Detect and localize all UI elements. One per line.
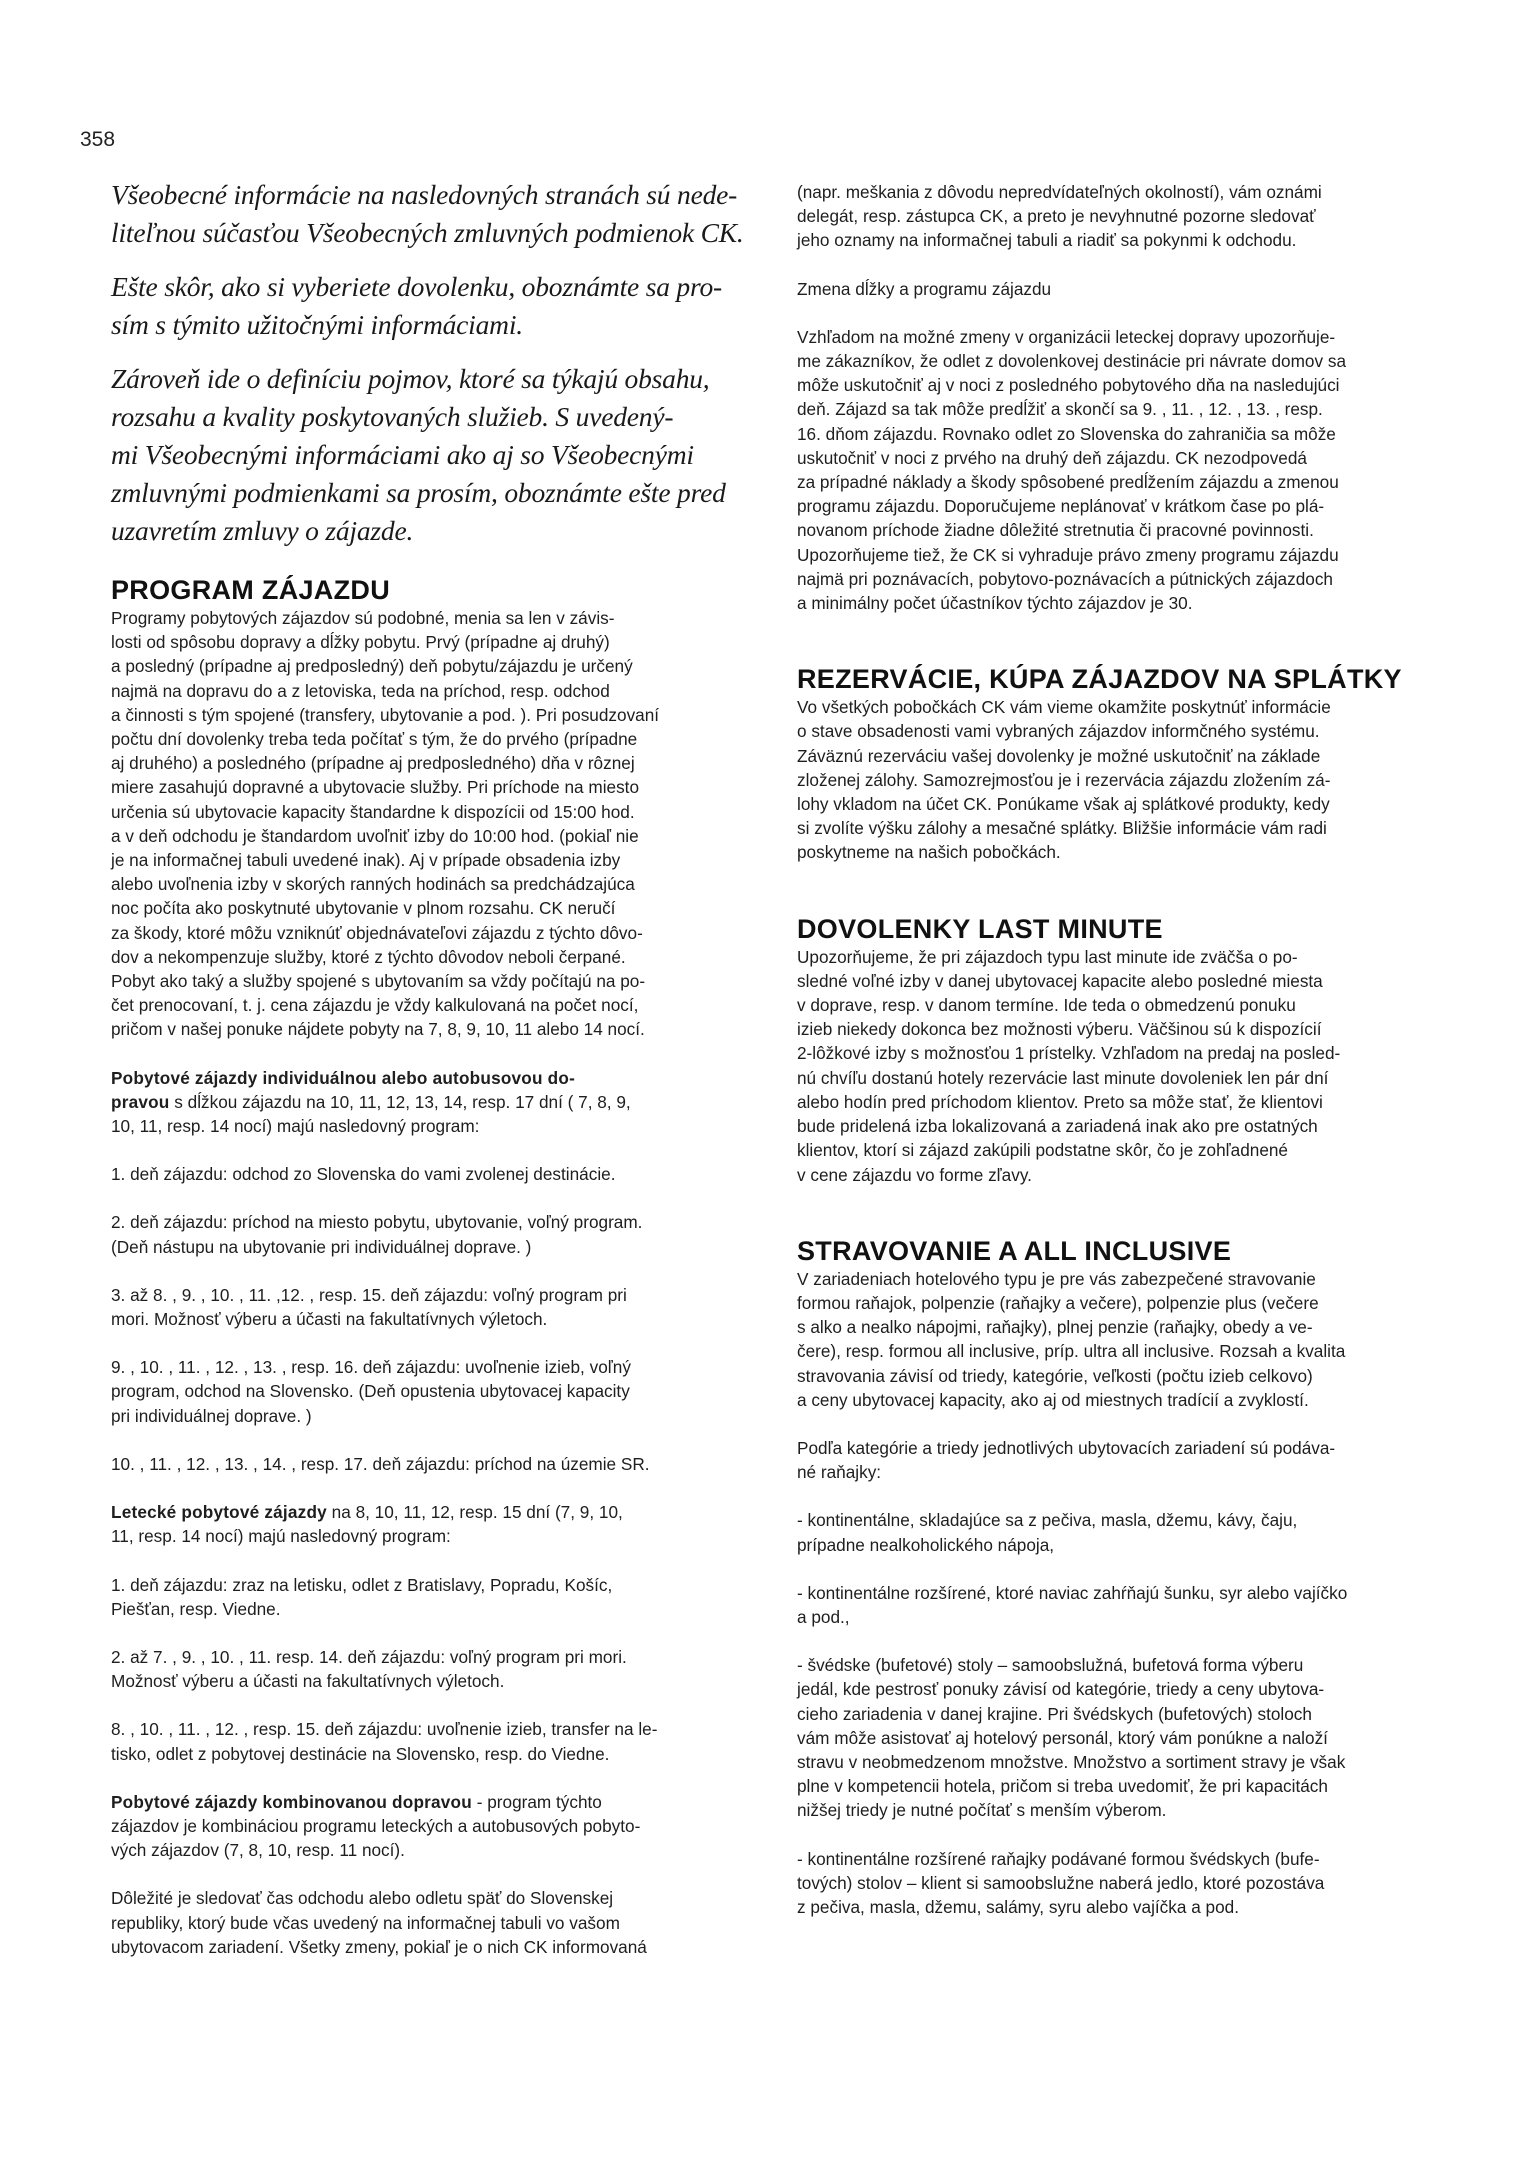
text-line: sledné voľné izby v danej ubytovacej kapacite alebo posledné miesta <box>797 970 1323 991</box>
text-line: novanom príchode žiadne dôležité stretnutia či pracovné povinnosti. <box>797 520 1314 541</box>
text-line: Záväznú rezerváciu vašej dovolenky je možné uskutočniť na základe <box>797 745 1321 766</box>
breakfast-type-item <box>797 1847 1477 1920</box>
text-line: pri individuálnej doprave. ) <box>111 1405 312 1426</box>
text-line: a minimálny počet účastníkov týchto zájazdov je 30. <box>797 593 1193 614</box>
bold-term: Pobytové zájazdy individuálnou alebo autobusovou do- <box>111 1067 575 1088</box>
text-line: a ceny ubytovacej kapacity, ako aj od miestnych tradícií a zvyklostí. <box>797 1389 1309 1410</box>
intro-line: rozsahu a kvality poskytovaných služieb. S uvedený- <box>111 401 674 432</box>
text-line: Upozorňujeme tiež, že CK si vyhraduje právo zmeny programu zájazdu <box>797 544 1339 565</box>
text-line: nú chvíľu dostanú hotely rezervácie last minute dovoleniek len pár dní <box>797 1067 1329 1088</box>
bold-term: pravou <box>111 1091 170 1112</box>
text-line: môže uskutočniť aj v noci z posledného pobytového dňa na nasledujúci <box>797 375 1340 396</box>
text-line: 2. deň zájazdu: príchod na miesto pobytu, ubytovanie, voľný program. <box>111 1212 643 1233</box>
breakfast-type-item <box>797 1581 1477 1629</box>
text-line: čere), resp. formou all inclusive, príp. ultra all inclusive. Rozsah a kvalita <box>797 1341 1346 1362</box>
text-line: čet prenocovaní, t. j. cena zájazdu je vždy kalkulovaná na počet nocí, <box>111 995 639 1016</box>
air-trips-paragraph <box>111 1500 791 1548</box>
air-day-item <box>111 1645 791 1693</box>
text-line: Programy pobytových zájazdov sú podobné, menia sa len v závis- <box>111 608 615 628</box>
text-line: bude pridelená izba lokalizovaná a zariadená inak ako pre ostatných <box>797 1116 1318 1137</box>
text-line: formou raňajok, polpenzie (raňajky a večere), polpenzie plus (večere <box>797 1292 1319 1313</box>
text-line: 10. , 11. , 12. , 13. , 14. , resp. 17. deň zájazdu: príchod na územie SR. <box>111 1453 650 1474</box>
text-line <box>111 1090 791 1114</box>
text-line: Zmena dĺžky a programu zájazdu <box>797 278 1052 299</box>
text-line: o stave obsadenosti vami vybraných zájazdov informčného systému. <box>797 721 1320 742</box>
text-line: nižšej triedy je nutné počítať s menším výberom. <box>797 1800 1167 1821</box>
text-line: stravovania závisí od triedy, kategórie, veľkosti (počtu izieb celkovo) <box>797 1365 1313 1386</box>
program-paragraph <box>111 606 791 1042</box>
subheading-change-length <box>797 277 1477 301</box>
breakfast-type-item <box>797 1653 1477 1822</box>
text-line: poskytneme na našich pobočkách. <box>797 842 1061 863</box>
text-line: za prípadné náklady a škody spôsobené predĺžením zájazdu a zmenou <box>797 472 1339 493</box>
intro-italic <box>111 176 791 550</box>
text-line: a pod., <box>797 1606 850 1627</box>
text-line: ubytovacom zariadení. Všetky zmeny, pokiaľ je o nich CK informovaná <box>111 1936 647 1957</box>
text-line: jeho oznamy na informačnej tabuli a riadiť sa pokynmi k odchodu. <box>797 230 1297 251</box>
text-line: program, odchod na Slovensko. (Deň opustenia ubytovacej kapacity <box>111 1381 630 1402</box>
text-line: klientov, ktorí si zájazd zakúpili podstatne skôr, čo je zohľadnené <box>797 1140 1288 1161</box>
intro-line: uzavretím zmluvy o zájazde. <box>111 515 414 546</box>
intro-line: Všeobecné informácie na nasledovných stranách sú nede- <box>111 179 738 210</box>
left-column <box>111 176 791 1983</box>
text-line: 16. dňom zájazdu. Rovnako odlet zo Slovenska do zahraničia sa môže <box>797 423 1336 444</box>
text-line: najmä na dopravu do a z letoviska, teda na príchod, resp. odchod <box>111 680 610 701</box>
text-line: cieho zariadenia v danej krajine. Pri švédskych (bufetových) stoloch <box>797 1703 1312 1724</box>
text-line: tových) stolov – klient si samoobslužne naberá jedlo, ktoré pozostáva <box>797 1872 1325 1893</box>
text-line: - kontinentálne, skladajúce sa z pečiva, masla, džemu, kávy, čaju, <box>797 1510 1298 1531</box>
text-line: - švédske (bufetové) stoly – samoobslužná, bufetová forma výberu <box>797 1655 1304 1676</box>
section-heading-reservations: REZERVÁCIE, KÚPA ZÁJAZDOV NA SPLÁTKY <box>797 664 1402 695</box>
text-line: deň. Zájazd sa tak môže predĺžiť a skončí sa 9. , 11. , 12. , 13. , resp. <box>797 399 1323 420</box>
text-line: Vzhľadom na možné zmeny v organizácii leteckej dopravy upozorňuje- <box>797 326 1336 347</box>
text-line: vám môže asistovať aj hotelový personál, ktorý vám ponúkne a naloží <box>797 1727 1328 1748</box>
text-line: noc počíta ako poskytnuté ubytovanie v plnom rozsahu. CK neručí <box>111 898 616 919</box>
combined-trips-paragraph <box>111 1790 791 1863</box>
intro-line: Zároveň ide o definíciu pojmov, ktoré sa týkajú obsahu, <box>111 363 710 394</box>
text-line: miere zasahujú dopravné a ubytovacie služby. Pri príchode na miesto <box>111 777 640 798</box>
text-line <box>111 1790 791 1814</box>
text-line: delegát, resp. zástupca CK, a preto je nevyhnutné pozorne sledovať <box>797 206 1316 227</box>
text-line: v cene zájazdu vo forme zľavy. <box>797 1164 1032 1185</box>
text-line: me zákazníkov, že odlet z dovolenkovej destinácie pri návrate domov sa <box>797 351 1347 372</box>
text-line: a v deň odchodu je štandardom uvoľniť izby do 10:00 hod. (pokiaľ nie <box>111 825 639 846</box>
bus-day-item <box>111 1355 791 1428</box>
text-line: republiky, ktorý bude včas uvedený na informačnej tabuli vo vašom <box>111 1912 620 1933</box>
intro-paragraph <box>111 360 791 550</box>
text-line: losti od spôsobu dopravy a dĺžky pobytu. Prvý (prípadne aj druhý) <box>111 632 610 653</box>
boarding-paragraph <box>797 1267 1477 1412</box>
intro-line: sím s týmito užitočnými informáciami. <box>111 309 523 340</box>
text-fragment: na 8, 10, 11, 12, resp. 15 dní (7, 9, 10, <box>326 1502 623 1523</box>
text-line: a činnosti s tým spojené (transfery, ubytovanie a pod. ). Pri posudzovaní <box>111 704 660 725</box>
text-line: (Deň nástupu na ubytovanie pri individuálnej doprave. ) <box>111 1236 532 1257</box>
text-line: zloženej zálohy. Samozrejmosťou je i rezervácia zájazdu zložením zá- <box>797 769 1331 790</box>
text-line: - kontinentálne rozšírené, ktoré naviac zahŕňajú šunku, syr alebo vajíčko <box>797 1582 1348 1603</box>
intro-line: zmluvnými podmienkami sa prosím, oboznámte ešte pred <box>111 477 726 508</box>
section-heading-last-minute: DOVOLENKY LAST MINUTE <box>797 913 1163 944</box>
text-line: mori. Možnosť výberu a účasti na fakultatívnych výletoch. <box>111 1309 548 1330</box>
text-line: a posledný (prípadne aj predposledný) deň pobytu/zájazdu je určený <box>111 656 633 677</box>
text-line: programu zájazdu. Doporučujeme neplánovať v krátkom čase po plá- <box>797 496 1325 517</box>
departure-note-paragraph <box>111 1886 791 1959</box>
bold-term: Pobytové zájazdy kombinovanou dopravou <box>111 1791 472 1812</box>
text-line: 1. deň zájazdu: zraz na letisku, odlet z Bratislavy, Popradu, Košíc, <box>111 1574 613 1595</box>
breakfast-type-item <box>797 1508 1477 1556</box>
bus-day-item <box>111 1283 791 1331</box>
text-line: s alko a nealko nápojmi, raňajky), plnej penzie (raňajky, obedy a ve- <box>797 1317 1313 1338</box>
text-line: 11, resp. 14 nocí) majú nasledovný program: <box>111 1526 451 1547</box>
intro-line: liteľnou súčasťou Všeobecných zmluvných podmienok CK. <box>111 217 744 248</box>
section-heading-program: PROGRAM ZÁJAZDU <box>111 575 390 605</box>
text-line: - kontinentálne rozšírené raňajky podávané formou švédskych (bufe- <box>797 1848 1320 1869</box>
intro-line: Ešte skôr, ako si vyberiete dovolenku, oboznámte sa pro- <box>111 271 722 302</box>
text-line: 2. až 7. , 9. , 10. , 11. resp. 14. deň zájazdu: voľný program pri mori. <box>111 1646 627 1667</box>
bus-day-item <box>111 1210 791 1258</box>
air-day-item <box>111 1573 791 1621</box>
text-line: aj druhého) a posledného (prípadne aj predposledného) dňa v rôznej <box>111 753 635 774</box>
text-line: lohy vkladom na účet CK. Ponúkame však aj splátkové produkty, kedy <box>797 794 1330 815</box>
change-paragraph <box>797 325 1477 615</box>
text-line: (napr. meškania z dôvodu nepredvídateľných okolností), vám oznámi <box>797 182 1322 202</box>
text-line: 9. , 10. , 11. , 12. , 13. , resp. 16. deň zájazdu: uvoľnenie izieb, voľný <box>111 1357 631 1378</box>
text-fragment: - program týchto <box>471 1791 602 1812</box>
text-line: za škody, ktoré môžu vzniknúť objednávateľovi zájazdu z týchto dôvo- <box>111 922 643 943</box>
bus-day-item <box>111 1162 791 1186</box>
air-day-item <box>111 1717 791 1765</box>
page-number: 358 <box>80 128 116 151</box>
right-column <box>797 180 1477 1943</box>
text-line: zájazdov je kombináciou programu leteckých a autobusových pobyto- <box>111 1815 641 1836</box>
last-minute-paragraph <box>797 945 1477 1187</box>
text-line: Možnosť výberu a účasti na fakultatívnych výletoch. <box>111 1671 505 1692</box>
intro-paragraph <box>111 268 791 344</box>
section-heading-boarding: STRAVOVANIE A ALL INCLUSIVE <box>797 1235 1232 1266</box>
text-line: Podľa kategórie a triedy jednotlivých ubytovacích zariadení sú podáva- <box>797 1437 1336 1458</box>
intro-paragraph <box>111 176 791 252</box>
text-line: vých zájazdov (7, 8, 10, resp. 11 nocí). <box>111 1840 405 1861</box>
text-line: uskutočniť v noci z prvého na druhý deň zájazdu. CK nezodpovedá <box>797 447 1307 468</box>
text-line: 2-lôžkové izby s možnosťou 1 prístelky. Vzhľadom na predaj na posled- <box>797 1043 1341 1064</box>
bus-trips-paragraph <box>111 1066 791 1139</box>
text-line: 8. , 10. , 11. , 12. , resp. 15. deň zájazdu: uvoľnenie izieb, transfer na le- <box>111 1719 658 1740</box>
breakfast-intro <box>797 1436 1477 1484</box>
text-line: Piešťan, resp. Viedne. <box>111 1598 281 1619</box>
text-line: je na informačnej tabuli uvedené inak). Aj v prípade obsadenia izby <box>111 850 621 871</box>
text-line: si zvolíte výšku zálohy a mesačné splátky. Bližšie informácie vám radi <box>797 818 1327 839</box>
text-line: dov a nekompenzuje služby, ktoré z týchto dôvodov neboli čerpané. <box>111 946 626 967</box>
bus-day-item <box>111 1452 791 1476</box>
intro-line: mi Všeobecnými informáciami ako aj so Všeobecnými <box>111 439 694 470</box>
text-line: izieb niekedy dokonca bez možnosti výberu. Väčšinou sú k dispozícií <box>797 1019 1322 1040</box>
text-line: najmä pri poznávacích, pobytovo-poznávacích a pútnických zájazdoch <box>797 568 1333 589</box>
text-line: 1. deň zájazdu: odchod zo Slovenska do vami zvolenej destinácie. <box>111 1164 616 1185</box>
text-line: né raňajky: <box>797 1462 882 1483</box>
text-line: z pečiva, masla, džemu, salámy, syru alebo vajíčka a pod. <box>797 1896 1239 1917</box>
text-line: V zariadeniach hotelového typu je pre vás zabezpečené stravovanie <box>797 1268 1316 1289</box>
text-line: plne v kompetencii hotela, pričom si treba uvedomiť, že pri kapacitách <box>797 1776 1328 1797</box>
text-line: v doprave, resp. v danom termíne. Ide teda o obmedzenú ponuku <box>797 995 1296 1016</box>
text-line: stravu v neobmedzenom množstve. Množstvo a sortiment stravy je však <box>797 1751 1346 1772</box>
text-line: Pobyt ako taký a služby spojené s ubytovaním sa vždy počítajú na po- <box>111 971 646 992</box>
text-line: alebo uvoľnenia izby v skorých ranných hodinách sa predchádzajúca <box>111 874 635 895</box>
text-line: Vo všetkých pobočkách CK vám vieme okamžite poskytnúť informácie <box>797 697 1331 718</box>
text-line: pričom v našej ponuke nájdete pobyty na 7, 8, 9, 10, 11 alebo 14 nocí. <box>111 1019 645 1040</box>
reservations-paragraph <box>797 695 1477 864</box>
text-line: 10, 11, resp. 14 nocí) majú nasledovný program: <box>111 1116 480 1137</box>
program-section <box>111 574 791 1959</box>
text-line <box>111 1500 791 1524</box>
text-line <box>111 1066 791 1090</box>
text-line: Dôležité je sledovať čas odchodu alebo odletu späť do Slovenskej <box>111 1888 614 1909</box>
text-line: počtu dní dovolenky treba teda počítať s tým, že do prvého (prípadne <box>111 729 638 750</box>
text-line: 3. až 8. , 9. , 10. , 11. ,12. , resp. 15. deň zájazdu: voľný program pri <box>111 1284 627 1305</box>
text-line: tisko, odlet z pobytovej destinácie na Slovensko, resp. do Viedne. <box>111 1743 610 1764</box>
continuation-paragraph <box>797 180 1477 253</box>
text-line: prípadne nealkoholického nápoja, <box>797 1534 1055 1555</box>
text-line: určenia sú ubytovacie kapacity štandardne k dispozícii od 15:00 hod. <box>111 801 635 822</box>
text-line: alebo hodín pred príchodom klientov. Preto sa môže stať, že klientovi <box>797 1091 1323 1112</box>
text-fragment: s dĺžkou zájazdu na 10, 11, 12, 13, 14, resp. 17 dní ( 7, 8, 9, <box>169 1091 631 1112</box>
text-line: Upozorňujeme, že pri zájazdoch typu last minute ide zväčša o po- <box>797 946 1298 967</box>
bold-term: Letecké pobytové zájazdy <box>111 1502 327 1523</box>
text-line: jedál, kde pestrosť ponuky závisí od kategórie, triedy a ceny ubytova- <box>797 1679 1325 1700</box>
